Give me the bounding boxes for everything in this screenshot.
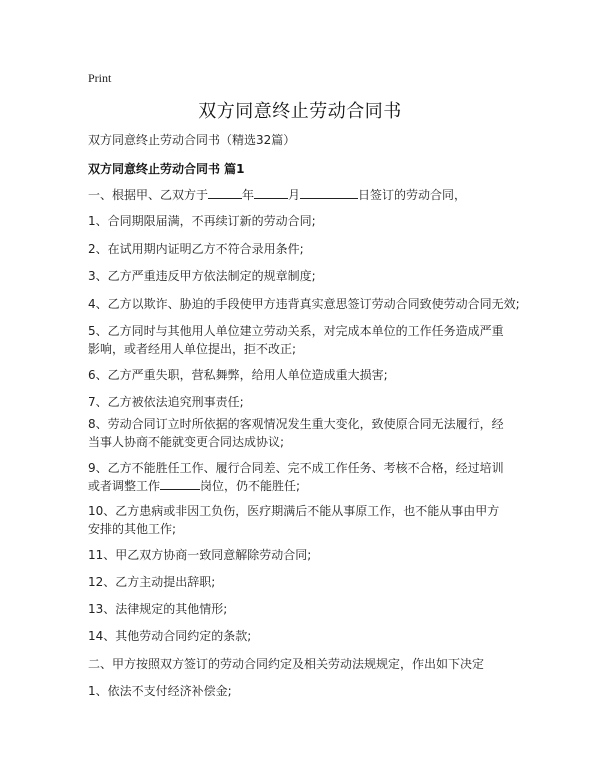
list-item: 10、乙方患病或非因工负伤，医疗期满后不能从事原工作，也不能从事由甲方安排的其他工作; [88,504,500,536]
list-item: 14、其他劳动合同约定的条款; [88,629,252,643]
section-heading: 双方同意终止劳动合同书 篇1 [88,162,245,176]
list-item: 5、乙方同时与其他用人单位建立劳动关系，对完成本单位的工作任务造成严重影响，或者经用人单位提出，拒不改正; [88,324,504,356]
list-item: 6、乙方严重失职，营私舞弊，给用人单位造成重大损害; [88,368,388,382]
intro-text-end: 日签订的劳动合同， [358,188,467,202]
intro-year-label: 年 [242,188,255,202]
list-item: 7、乙方被依法追究刑事责任; [88,395,244,409]
day-blank [300,186,358,199]
list-item: 12、乙方主动提出辞职; [88,575,216,589]
intro-paragraph [88,186,508,204]
print-label: Print [88,71,112,85]
section-2-heading: 二、甲方按照双方签订的劳动合同约定及相关劳动法规规定，作出如下决定 [88,657,485,671]
list-item: 1、依法不支付经济补偿金; [88,684,232,698]
document-title: 双方同意终止劳动合同书 [198,101,402,122]
list-item: 3、乙方严重违反甲方依法制定的规章制度; [88,269,316,283]
list-item: 4、乙方以欺诈、胁迫的手段使甲方违背真实意思签订劳动合同致使劳动合同无效; [88,297,520,311]
position-blank [160,477,200,490]
month-blank [254,186,288,199]
list-item [88,459,508,495]
list-item: 11、甲乙双方协商一致同意解除劳动合同; [88,548,312,562]
year-blank [208,186,242,199]
item-9-text-end: 岗位，仍不能胜任; [200,479,301,493]
intro-text: 一、根据甲、乙双方于 [88,188,209,202]
document-subtitle: 双方同意终止劳动合同书（精选32篇） [88,133,296,147]
list-item: 1、合同期限届满，不再续订新的劳动合同; [88,214,316,228]
list-item: 13、法律规定的其他情形; [88,602,228,616]
item-9-text: 9、乙方不能胜任工作、履行合同差、完不成工作任务、考核不合格，经过培训或者调整工作 [88,461,504,493]
list-item: 8、劳动合同订立时所依据的客观情况发生重大变化，致使原合同无法履行，经当事人协商不能就变更合同达成协议; [88,417,504,449]
intro-month-label: 月 [288,188,301,202]
list-item: 2、在试用期内证明乙方不符合录用条件; [88,242,304,256]
